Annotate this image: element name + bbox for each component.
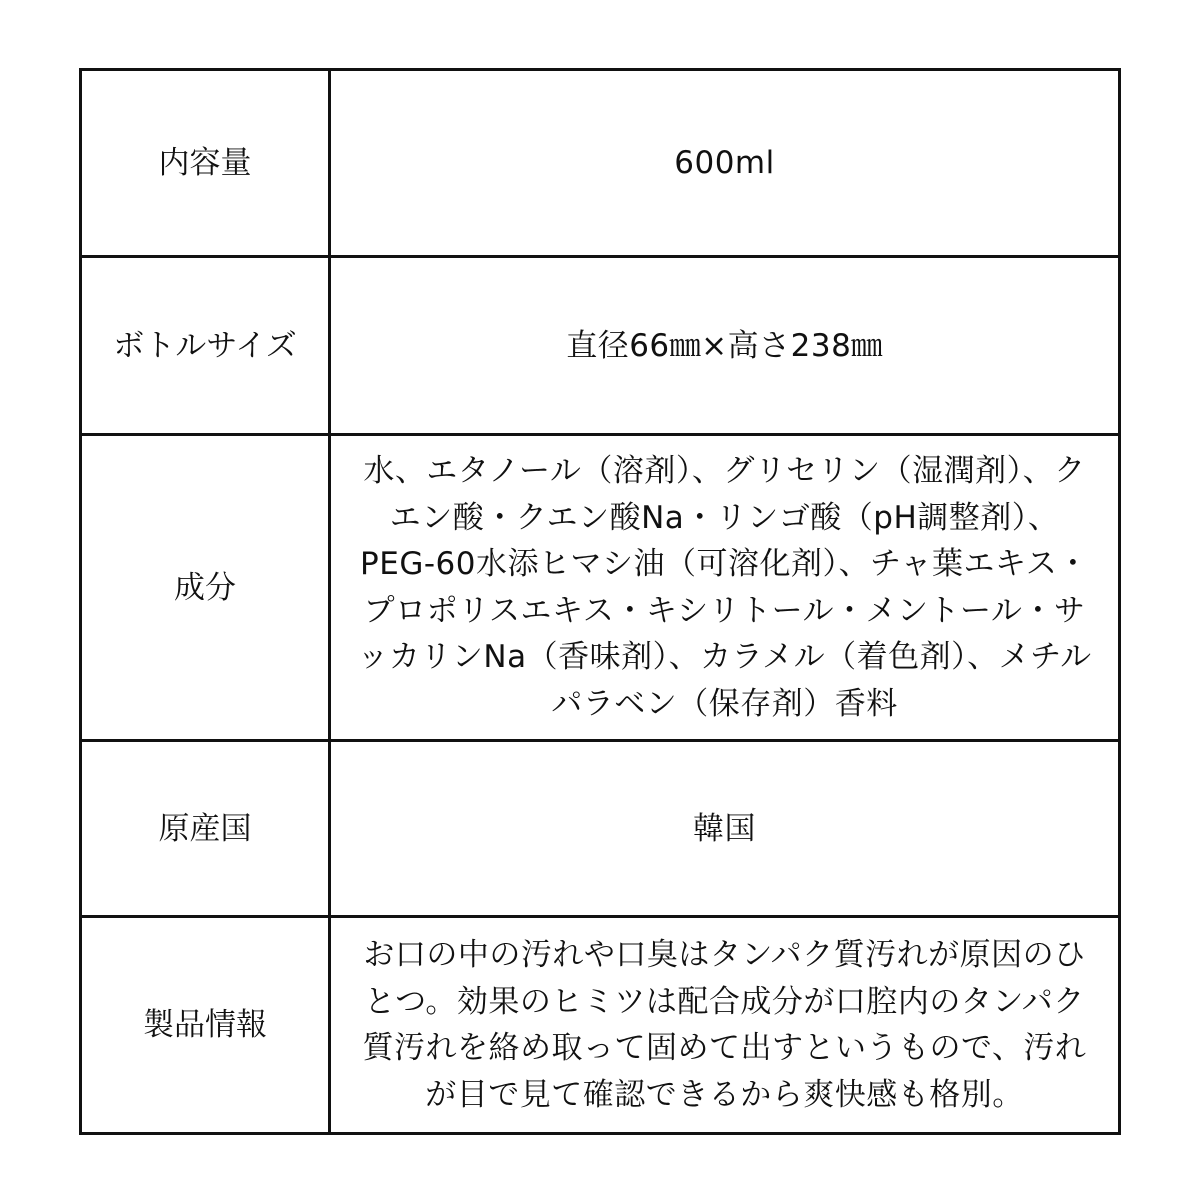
spec-value-ingredients-text: 水、エタノール（溶剤）、グリセリン（湿潤剤）、ク エン酸・クエン酸Na・リンゴ酸（pH調整剤）、 PEG-60水添ヒマシ油（可溶化剤）、チャ葉エキス・ プロポリスエキス・キシリトール・メントール・サ ッカリンNa（香味剤）、カラメル（着色剤）、メチル パラベン（保存剤）香料 [357,453,1092,722]
spec-value-bottle-size-text: 直径66㎜×高さ238㎜ [566,327,883,364]
spec-label-bottle-size-text: ボトルサイズ [113,327,297,364]
spec-label-bottle-size [81,257,330,435]
spec-label-product-info-text: 製品情報 [143,1007,267,1043]
spec-value-product-info-text: お口の中の汚れや口臭はタンパク質汚れが原因のひ とつ。効果のヒミツは配合成分が口腔内のタンパク 質汚れを絡め取って固めて出すというもので、汚れ が目で見て確認できるから爽快感も格別。 [362,937,1087,1113]
spec-value-origin [330,741,1120,917]
product-spec-table [79,68,1121,1135]
spec-row-bottle-size [81,257,1120,435]
spec-value-product-info [330,917,1120,1134]
spec-value-origin-text: 韓国 [693,810,756,847]
spec-value-ingredients [330,435,1120,741]
spec-label-origin-text: 原産国 [158,810,252,847]
spec-value-volume-text: 600ml [674,145,775,181]
spec-row-product-info [81,917,1120,1134]
spec-label-volume-text: 内容量 [158,145,252,181]
spec-label-product-info [81,917,330,1134]
spec-row-origin [81,741,1120,917]
spec-label-volume [81,70,330,257]
spec-label-ingredients-text: 成分 [174,569,236,606]
spec-row-volume [81,70,1120,257]
spec-value-bottle-size [330,257,1120,435]
spec-label-origin [81,741,330,917]
spec-value-volume [330,70,1120,257]
spec-label-ingredients [81,435,330,741]
spec-row-ingredients [81,435,1120,741]
